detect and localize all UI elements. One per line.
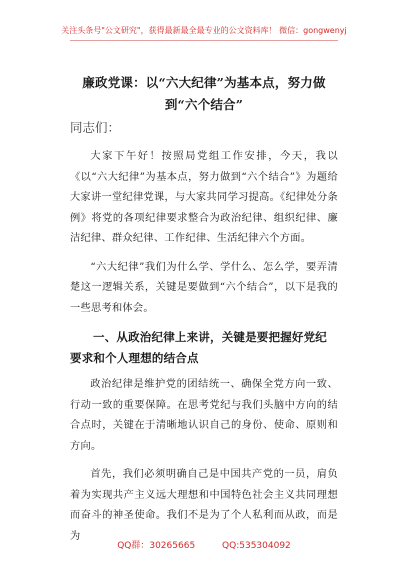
document-title: 廉政党课：以“六大纪律”为基本点，努力做到“六个结合” xyxy=(82,75,326,112)
footer-qq-group: QQ群：30265665 xyxy=(117,541,196,551)
document-body xyxy=(70,147,338,555)
header-divider xyxy=(70,40,338,41)
body-paragraph: 政治纪律是维护党的团结统一、确保全党方向一致、行动一致的重要保障。在思考党纪与我们头脑中方向的结合点时，关键在于清晰地认识自己的身份、使命、原则和方向。 xyxy=(70,379,338,452)
body-paragraph: 首先，我们必须明确自己是中国共产党的一员，肩负着为实现共产主义远大理想和中国特色社会主义共同理想而奋斗的神圣使命。我们不是为了个人私利而从政，而是为 xyxy=(70,469,338,542)
body-paragraph: 大家下午好！按照局党组工作安排，今天，我以《以“六大纪律”为基本点，努力做到“六个结合”》为题给大家讲一堂纪律党课，与大家共同学习提高。《纪律处分条例》将党的各项纪律要求整合为政治纪律、组织纪律、廉洁纪律、群众纪律、工作纪律、生活纪律六个方面。 xyxy=(70,151,338,244)
footer-qq-number: QQ:535304092 xyxy=(222,541,291,551)
section-heading: 一、从政治纪律上来讲，关键是要把握好党纪要求和个人理想的结合点 xyxy=(70,330,327,365)
footer-contact xyxy=(0,538,408,551)
salutation: 同志们： xyxy=(70,120,121,135)
body-paragraph: “六大纪律”我们为什么学、学什么、怎么学，要弄清楚这一逻辑关系，关键是要做到“六个结合”，以下是我的一些思考和体会。 xyxy=(70,261,338,314)
header-promo-note: 关注头条号"公文研究"，获得最新最全最专业的公文资料库！ 微信：gongwenyj xyxy=(61,26,347,35)
